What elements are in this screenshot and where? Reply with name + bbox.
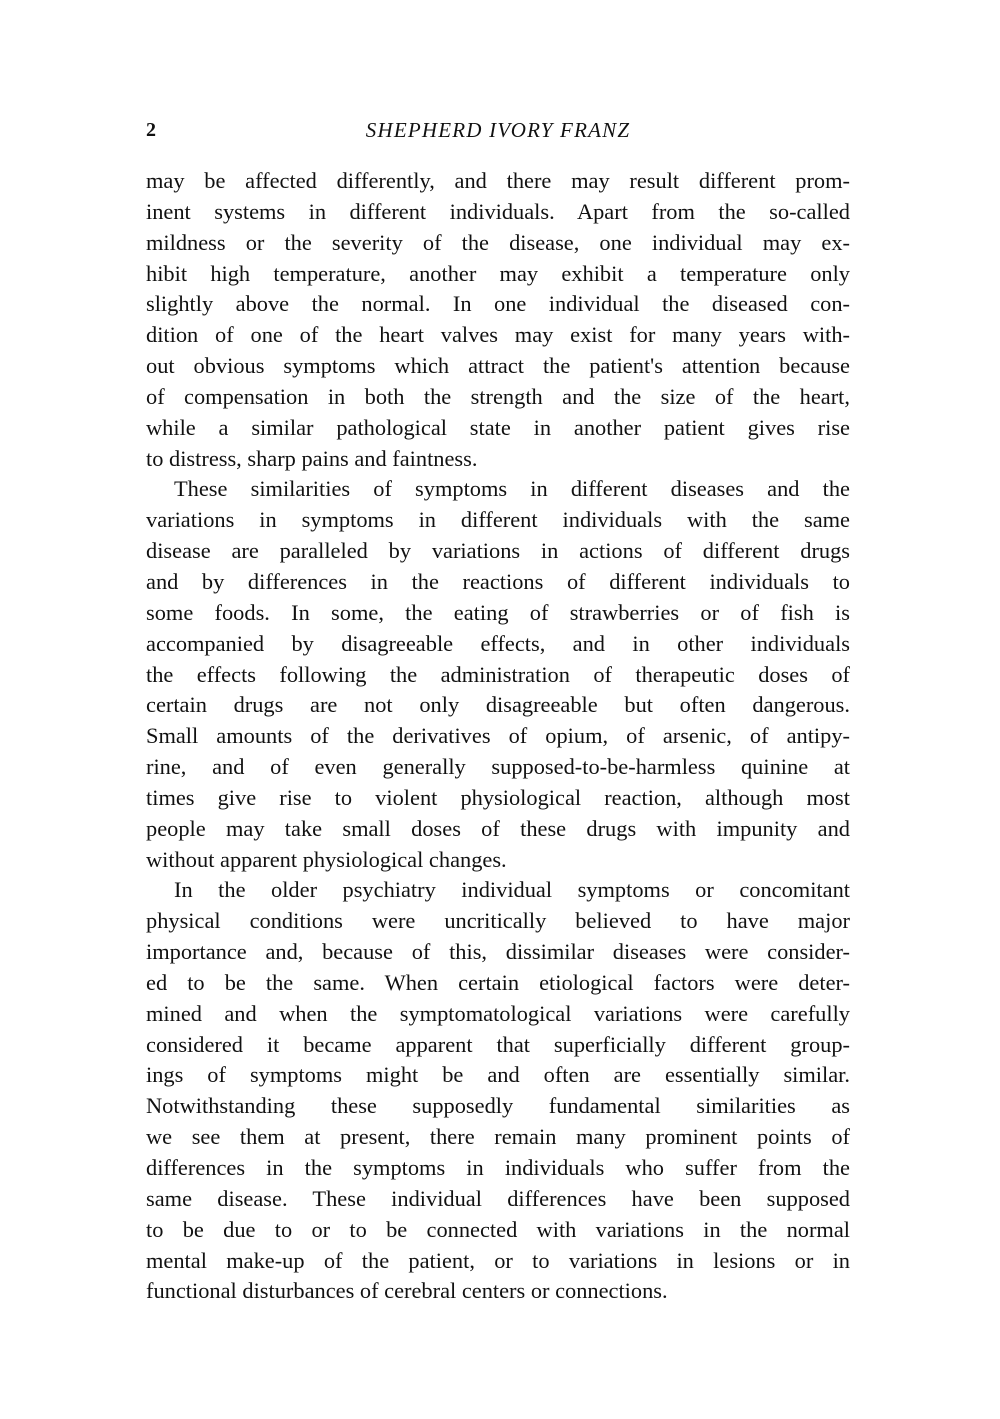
text-line: accompanied by disagreeable effects, and in other individuals	[146, 630, 850, 656]
text-line: considered it became apparent that superficially different group-	[146, 1031, 850, 1057]
text-line: dition of one of the heart valves may exist for many years with-	[146, 322, 850, 348]
text-line: variations in symptoms in different individuals with the same	[146, 507, 850, 533]
text-line: Notwithstanding these supposedly fundamental similarities as	[146, 1093, 850, 1119]
text-line: mildness or the severity of the disease, one individual may ex-	[146, 229, 850, 255]
text-line: of compensation in both the strength and the size of the heart,	[146, 383, 850, 409]
body-text	[146, 166, 850, 1307]
text-line: same disease. These individual differences have been supposed	[146, 1185, 850, 1211]
text-line: times give rise to violent physiological reaction, although most	[146, 784, 850, 810]
text-line: and by differences in the reactions of different individuals to	[146, 568, 850, 594]
paragraph-2	[146, 474, 850, 875]
page-number: 2	[146, 119, 156, 141]
paragraph-1	[146, 166, 850, 474]
running-title: SHEPHERD IVORY FRANZ	[365, 118, 631, 142]
text-line: some foods. In some, the eating of strawberries or of fish is	[146, 599, 850, 625]
text-line: differences in the symptoms in individuals who suffer from the	[146, 1155, 850, 1180]
text-line: functional disturbances of cerebral centers or connections.	[146, 1278, 668, 1304]
text-line: physical conditions were uncritically believed to have major	[146, 908, 850, 934]
text-line: hibit high temperature, another may exhibit a temperature only	[146, 260, 850, 286]
text-line: mental make-up of the patient, or to variations in lesions or in	[146, 1247, 850, 1273]
text-line: slightly above the normal. In one individual the diseased con-	[146, 291, 850, 317]
text-line: These similarities of symptoms in different diseases and the	[174, 476, 850, 502]
text-line: In the older psychiatry individual symptoms or concomitant	[174, 877, 850, 903]
text-line: inent systems in different individuals. Apart from the so-called	[146, 198, 850, 224]
text-line: importance and, because of this, dissimilar diseases were consider-	[146, 939, 850, 965]
text-line: Small amounts of the derivatives of opium, of arsenic, of antipy-	[146, 723, 850, 749]
text-line: certain drugs are not only disagreeable but often dangerous.	[146, 692, 850, 718]
text-line: to be due to or to be connected with variations in the normal	[146, 1216, 850, 1242]
text-line: out obvious symptoms which attract the patient's attention because	[146, 353, 850, 379]
paragraph-3	[146, 875, 850, 1307]
text-line: the effects following the administration of therapeutic doses of	[146, 661, 850, 687]
text-line: ed to be the same. When certain etiological factors were deter-	[146, 969, 850, 995]
text-line: people may take small doses of these drugs with impunity and	[146, 815, 850, 841]
text-line: to distress, sharp pains and faintness.	[146, 445, 478, 471]
text-line: mined and when the symptomatological variations were carefully	[146, 1000, 850, 1026]
running-head	[146, 116, 850, 146]
text-line: may be affected differently, and there may result different prom-	[146, 168, 850, 193]
text-line: ings of symptoms might be and often are essentially similar.	[146, 1062, 850, 1088]
text-line: while a similar pathological state in another patient gives rise	[146, 414, 850, 440]
text-line: we see them at present, there remain many prominent points of	[146, 1124, 850, 1150]
text-line: rine, and of even generally supposed-to-be-harmless quinine at	[146, 754, 850, 780]
text-line: disease are paralleled by variations in actions of different drugs	[146, 538, 850, 564]
text-line: without apparent physiological changes.	[146, 846, 507, 872]
